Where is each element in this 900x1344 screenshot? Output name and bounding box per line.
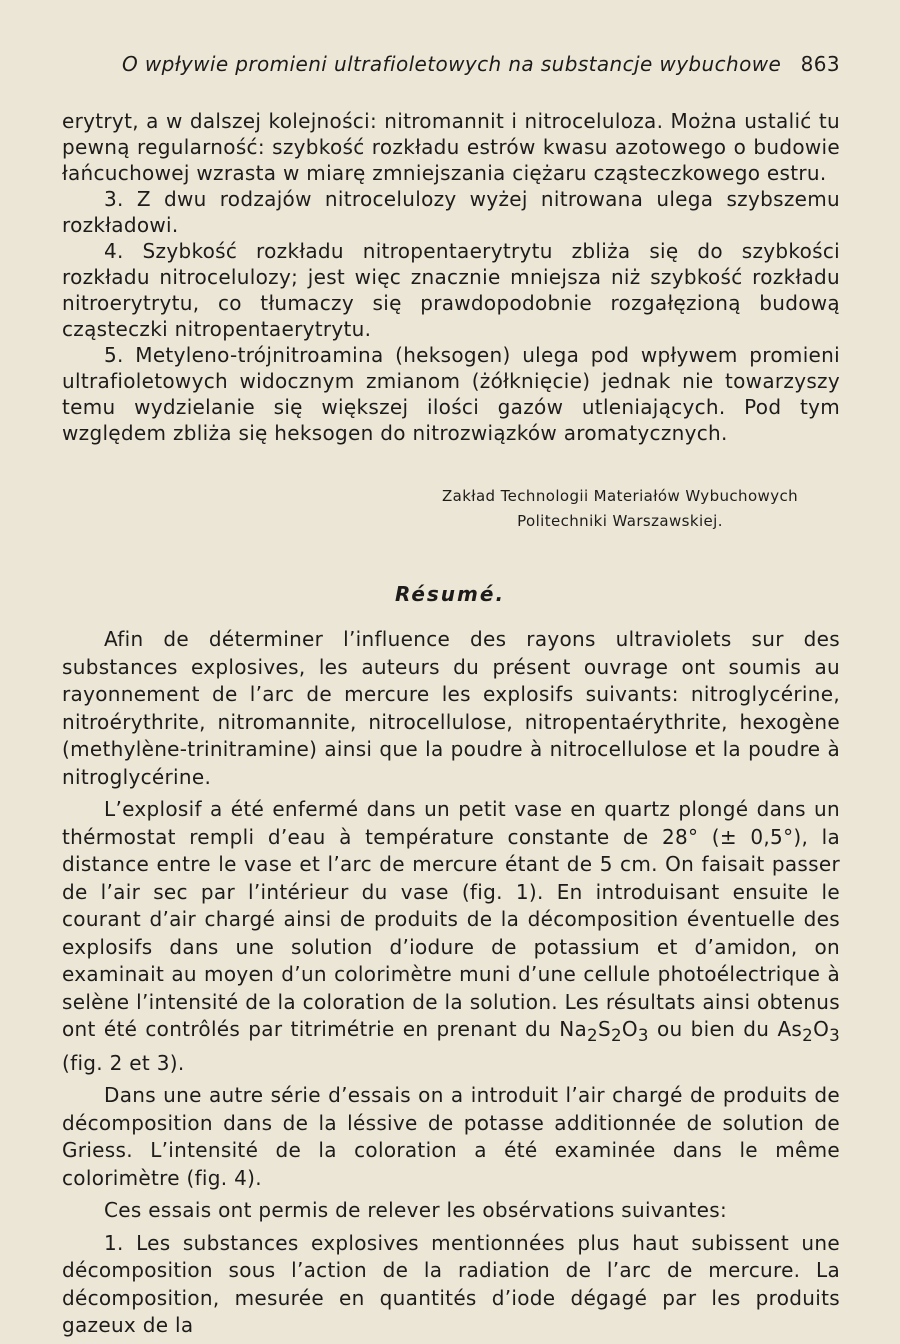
paragraph: Dans une autre série d’essais on a introduit l’air chargé de produits de décomposition dans de la léssive de potasse additionnée de solution de Griess. L’intensité de la coloration a été examinée dans le même colorimètre (fig. 4). (62, 1083, 840, 1190)
resume-text (62, 626, 840, 1340)
affiliation-line: Politechniki Warszawskiej. (517, 512, 723, 530)
paragraph: Afin de déterminer l’influence des rayons ultraviolets sur des substances explosives, les auteurs du présent ouvrage ont soumis au rayonnement de l’arc de mercure les explosifs suivants: nitroglycérine, nitroérythrite, nitromannite, nitrocellulose, nitropentaérythrite, hexogène (methylène-trinitramine) ainsi que la poudre à nitrocellulose et la poudre à nitroglycérine. (62, 627, 840, 789)
paragraph: Ces essais ont permis de relever les obsérvations suivantes: (104, 1198, 728, 1222)
paragraph: 3. Z dwu rodzajów nitrocelulozy wyżej nitrowana ulega szybszemu rozkładowi. (62, 187, 840, 237)
resume-heading: Résumé. (394, 582, 506, 606)
paragraph: erytryt, a w dalszej kolejności: nitromannit i nitroceluloza. Można ustalić tu pewną regularność: szybkość rozkładu estrów kwasu azotowego o budowie łańcuchowej wzrasta w miarę zmniejszania ciężaru cząsteczkowego estru. (62, 109, 840, 185)
paragraph: L’explosif a été enfermé dans un petit vase en quartz plongé dans un thérmostat rempli d’eau à température constante de 28° (± 0,5°), la distance entre le vase et l’arc de mercure étant de 5 cm. On faisait passer de l’air sec par l’intérieur du vase (fig. 1). En introduisant ensuite le courant d’air chargé ainsi de produits de la décomposition éventuelle des explosifs dans une solution d’iodure de potassium et d’amidon, on examinait au moyen d’un colorimètre muni d’une cellule photoélectrique à selène l’intensité de la coloration de la solution. Les résultats ainsi obtenus ont été contrôlés par titrimétrie en prenant du $Na_2S_2O_3$ ou bien du $As_2O_3$ (fig. 2 et 3). (62, 797, 841, 1075)
polish-text (62, 108, 840, 446)
affiliation (400, 484, 840, 534)
page-number: 863 (800, 52, 840, 76)
header-title: O wpływie promieni ultrafioletowych na substancje wybuchowe (122, 52, 782, 76)
affiliation-line: Zakład Technologii Materiałów Wybuchowych (441, 487, 799, 505)
paragraph: 5. Metyleno-trójnitroamina (heksogen) ulega pod wpływem promieni ultrafioletowych widocznym zmianom (żółknięcie) jednak nie towarzyszy temu wydzielanie się większej ilości gazów utleniających. Pod tym względem zbliża się heksogen do nitrozwiązków aromatycznych. (62, 343, 840, 445)
paragraph: 1. Les substances explosives mentionnées plus haut subissent une décomposition sous l’action de la radiation de l’arc de mercure. La décomposition, mesurée en quantités d’iode dégagé par les produits gazeux de la (62, 1230, 840, 1337)
running-header (122, 52, 840, 76)
paragraph: 4. Szybkość rozkładu nitropentaerytrytu zbliża się do szybkości rozkładu nitrocelulozy; jest więc znacznie mniejsza niż szybkość rozkładu nitroerytrytu, co tłumaczy się prawdopodobnie rozgałęzioną budową cząsteczki nitropentaerytrytu. (62, 239, 840, 341)
